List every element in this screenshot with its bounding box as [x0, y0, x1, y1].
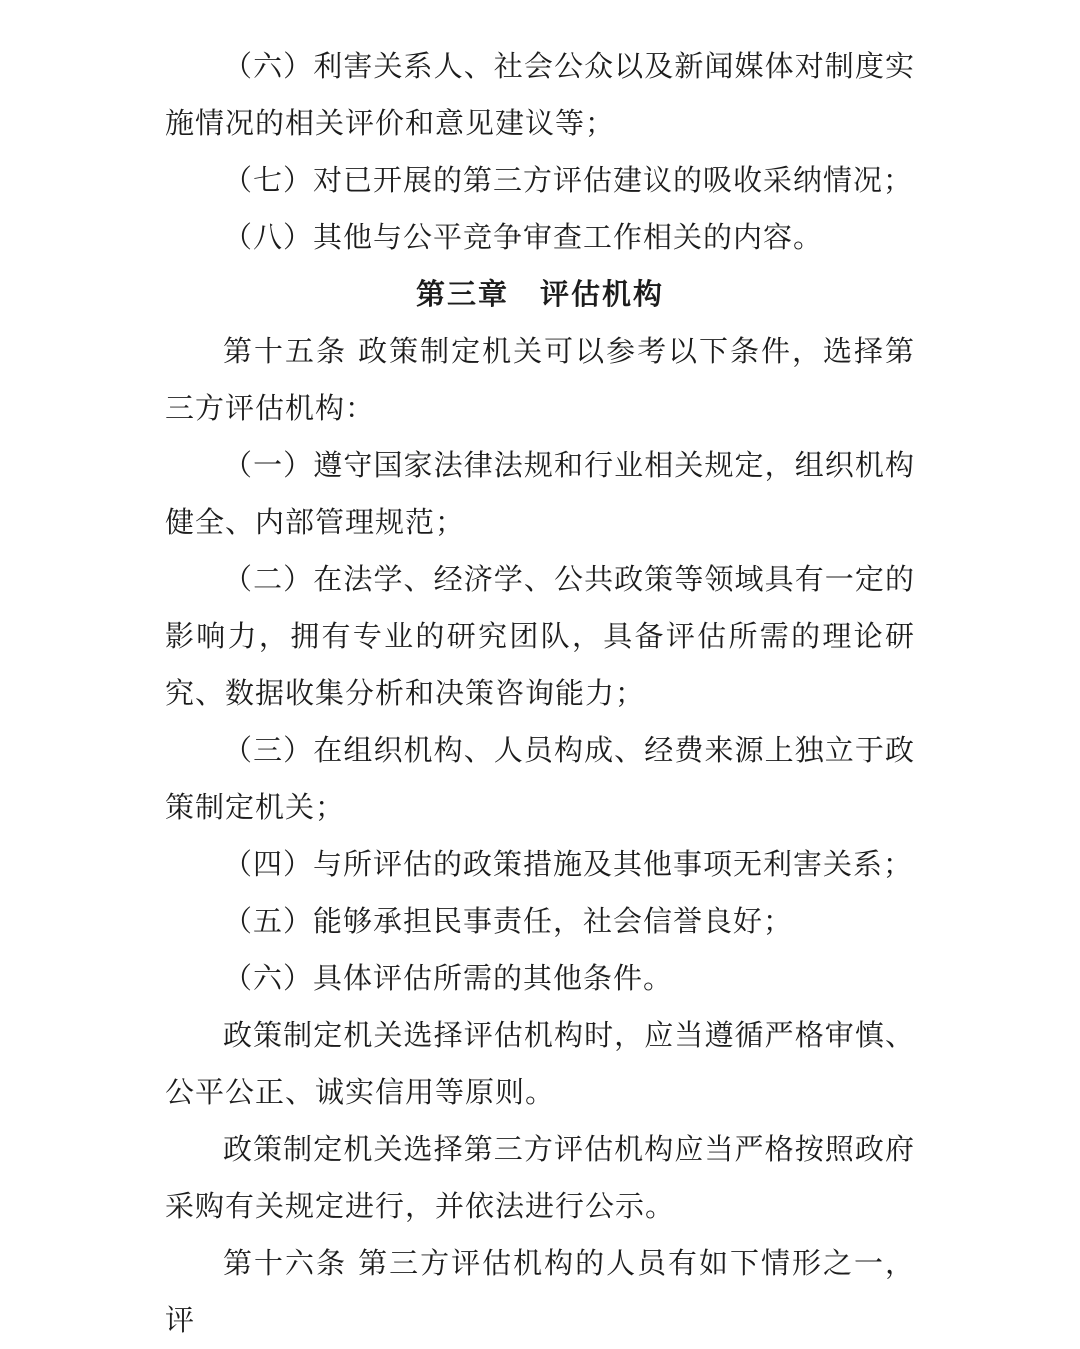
article-15-item-6: （六）具体评估所需的其他条件。	[223, 961, 674, 995]
paragraph-item-6: （六）利害关系人、社会公众以及新闻媒体对制度实施情况的相关评价和意见建议等；	[165, 49, 915, 140]
document-body	[165, 38, 915, 1349]
article-15-item-5: （五）能够承担民事责任，社会信誉良好；	[223, 904, 794, 938]
paragraph-item-7: （七）对已开展的第三方评估建议的吸收采纳情况；	[223, 163, 914, 197]
article-15-item-4: （四）与所评估的政策措施及其他事项无利害关系；	[223, 847, 914, 881]
chapter-title: 第三章 评估机构	[415, 277, 664, 311]
article-15-procurement: 政策制定机关选择第三方评估机构应当严格按照政府采购有关规定进行，并依法进行公示。	[165, 1132, 915, 1223]
article-15-principle: 政策制定机关选择评估机构时，应当遵循严格审慎、公平公正、诚实信用等原则。	[165, 1018, 915, 1109]
paragraph-item-8: （八）其他与公平竞争审查工作相关的内容。	[223, 220, 824, 254]
article-15-item-1: （一）遵守国家法律法规和行业相关规定，组织机构健全、内部管理规范；	[165, 448, 915, 539]
article-15-item-2: （二）在法学、经济学、公共政策等领域具有一定的影响力，拥有专业的研究团队，具备评估所需的理论研究、数据收集分析和决策咨询能力；	[165, 562, 915, 710]
article-15-intro: 第十五条 政策制定机关可以参考以下条件，选择第三方评估机构：	[165, 334, 915, 425]
article-16-start: 第十六条 第三方评估机构的人员有如下情形之一，评	[165, 1246, 915, 1337]
article-15-item-3: （三）在组织机构、人员构成、经费来源上独立于政策制定机关；	[165, 733, 915, 824]
